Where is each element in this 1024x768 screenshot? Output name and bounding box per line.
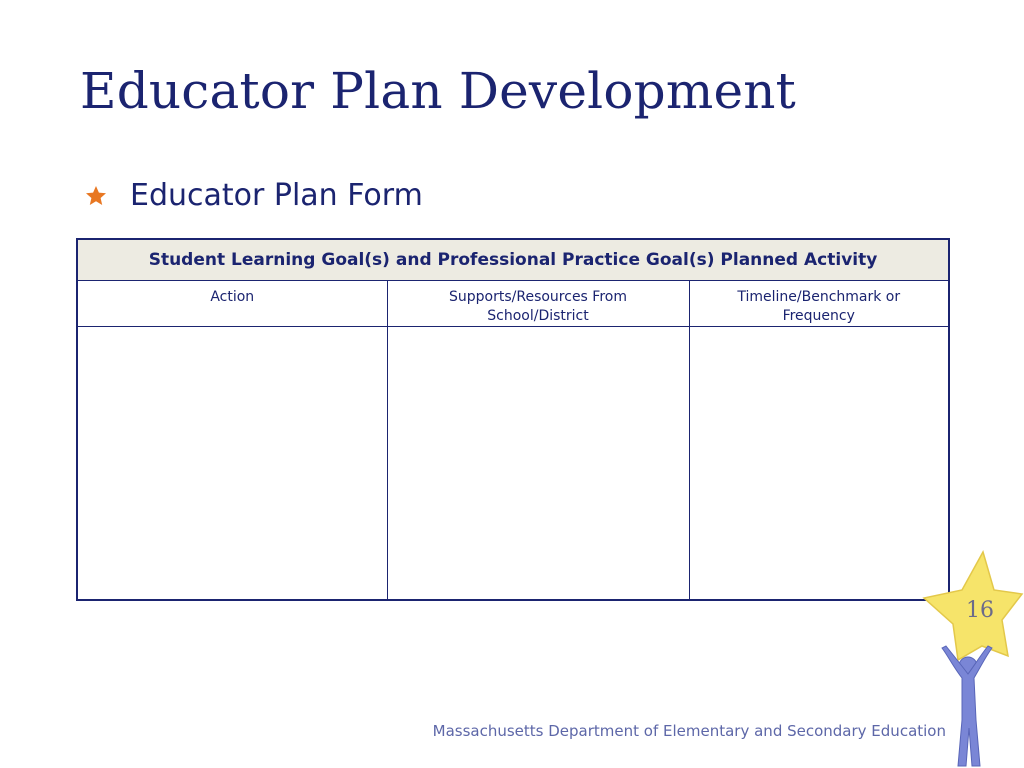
- action-cell[interactable]: [77, 327, 387, 601]
- column-header-action: Action: [77, 281, 387, 327]
- star-icon: [84, 184, 108, 208]
- educator-plan-table: [76, 238, 950, 601]
- slide-title: Educator Plan Development: [80, 62, 796, 120]
- supports-cell[interactable]: [387, 327, 689, 601]
- page-number: 16: [966, 598, 994, 623]
- bullet-item: [84, 178, 423, 213]
- table-header: Student Learning Goal(s) and Professional Practice Goal(s) Planned Activity: [77, 239, 949, 281]
- bullet-text: Educator Plan Form: [130, 178, 423, 213]
- person-figure-icon: [942, 646, 992, 766]
- footer-text: Massachusetts Department of Elementary and Secondary Education: [432, 722, 946, 740]
- timeline-cell[interactable]: [689, 327, 949, 601]
- column-header-supports: Supports/Resources From School/District: [387, 281, 689, 327]
- column-header-timeline: Timeline/Benchmark or Frequency: [689, 281, 949, 327]
